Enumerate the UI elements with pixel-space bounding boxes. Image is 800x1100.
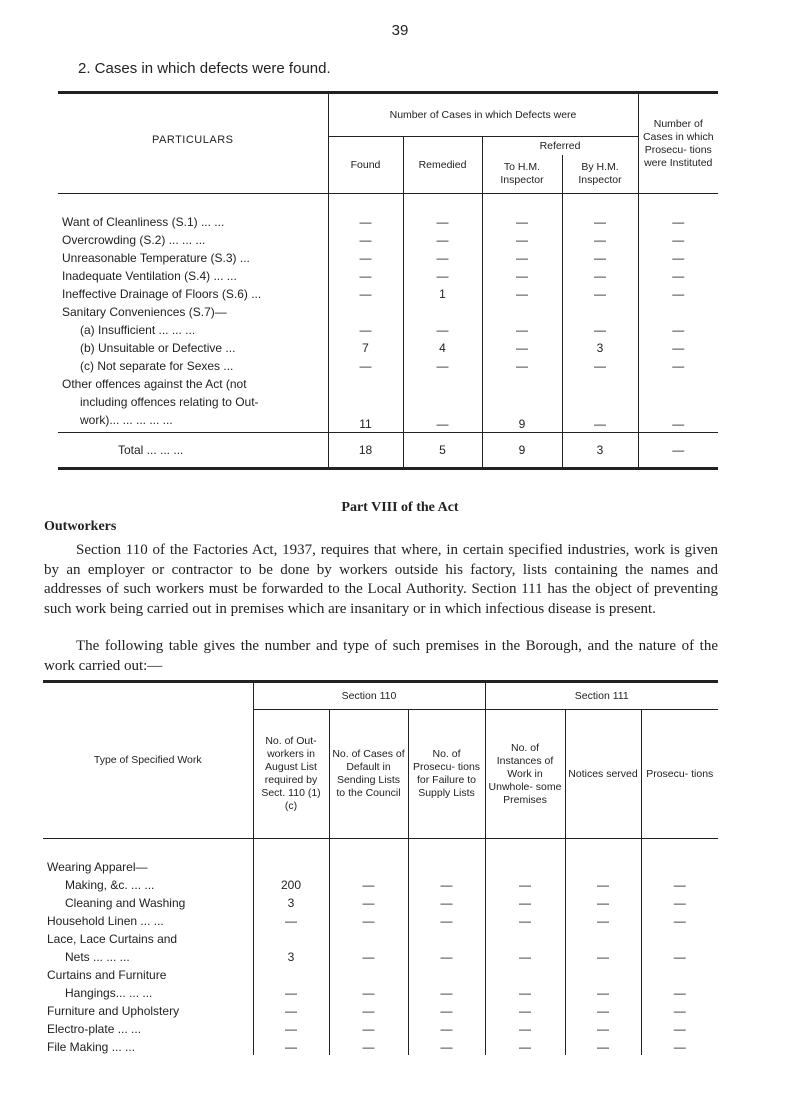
cell-value: — [485, 1001, 565, 1019]
cell-value: 200 [253, 875, 329, 893]
table-row [43, 1037, 718, 1055]
table-row [58, 392, 718, 410]
cell-by-hm: — [562, 212, 638, 230]
cell-value: — [485, 947, 565, 965]
cell-by-hm: — [562, 410, 638, 433]
total-by-hm: 3 [562, 433, 638, 469]
cell-prosecutions: — [638, 284, 718, 302]
cell-remedied: — [403, 410, 482, 433]
cell-prosecutions: — [638, 248, 718, 266]
cell-value: — [408, 1037, 485, 1055]
table-row [43, 1001, 718, 1019]
row-label: Inadequate Ventilation (S.4) ... ... [62, 269, 237, 283]
cell-value: — [565, 1001, 641, 1019]
cell-by-hm: — [562, 248, 638, 266]
cell-value: — [253, 1019, 329, 1037]
cell-to-hm: — [482, 356, 562, 374]
header-unwholesome-instances: No. of Instances of Work in Unwhole- some Premises [485, 710, 565, 839]
row-label: (b) Unsuitable or Defective ... [80, 341, 236, 355]
cell-value: — [329, 1037, 408, 1055]
row-label: Cleaning and Washing [65, 896, 186, 910]
total-found: 18 [328, 433, 403, 469]
header-failure-prosecutions: No. of Prosecu- tions for Failure to Supply Lists [408, 710, 485, 839]
header-type-of-work: Type of Specified Work [43, 682, 253, 839]
row-label: Wearing Apparel— [47, 860, 148, 874]
cell-by-hm: — [562, 320, 638, 338]
cell-value: — [565, 947, 641, 965]
table-row [43, 875, 718, 893]
cell-prosecutions: — [638, 410, 718, 433]
table-row [58, 230, 718, 248]
cell-value: — [485, 1019, 565, 1037]
header-remedied: Remedied [403, 137, 482, 194]
header-referred: Referred [482, 137, 638, 156]
header-found: Found [328, 137, 403, 194]
cell-to-hm: — [482, 320, 562, 338]
row-label: Hangings... ... ... [65, 986, 153, 1000]
cell-value: — [329, 1001, 408, 1019]
table-row [43, 893, 718, 911]
cell-value: — [565, 1037, 641, 1055]
cell-by-hm: — [562, 284, 638, 302]
header-prosecutions: Prosecu- tions [641, 710, 718, 839]
row-label: Want of Cleanliness (S.1) ... ... [62, 215, 225, 229]
cell-found: 11 [328, 410, 403, 433]
row-label: Other offences against the Act (not [62, 377, 247, 391]
cell-value: — [485, 911, 565, 929]
cell-by-hm: — [562, 266, 638, 284]
cell-to-hm: — [482, 338, 562, 356]
cell-remedied: — [403, 266, 482, 284]
row-label: (a) Insufficient ... ... ... [80, 323, 196, 337]
cell-prosecutions: — [638, 230, 718, 248]
cell-prosecutions: — [638, 356, 718, 374]
cell-value: — [329, 1019, 408, 1037]
table-row [58, 248, 718, 266]
outworkers-heading: Outworkers [44, 519, 117, 534]
row-label: File Making ... ... [47, 1040, 136, 1054]
cell-value: — [329, 983, 408, 1001]
row-label: Unreasonable Temperature (S.3) ... [62, 251, 250, 265]
cell-value: — [641, 947, 718, 965]
row-label: Lace, Lace Curtains and [47, 932, 178, 946]
row-label: Overcrowding (S.2) ... ... ... [62, 233, 206, 247]
cell-value: — [641, 911, 718, 929]
cell-value: — [408, 911, 485, 929]
paragraph-following-table: The following table gives the number and type of such premises in the Borough, and the nature of the work carried out:— [44, 638, 718, 674]
cell-value: — [641, 875, 718, 893]
cell-prosecutions: — [638, 266, 718, 284]
row-label: Nets ... ... ... [65, 950, 130, 964]
row-label: Sanitary Conveniences (S.7)— [62, 305, 227, 319]
table-row [58, 410, 718, 433]
cell-prosecutions: — [638, 320, 718, 338]
cell-remedied: — [403, 230, 482, 248]
table-row [58, 356, 718, 374]
table-row [43, 911, 718, 929]
cell-value: — [641, 983, 718, 1001]
cell-value: — [329, 875, 408, 893]
cell-remedied: — [403, 320, 482, 338]
header-notices-served: Notices served [565, 710, 641, 839]
cell-found: — [328, 266, 403, 284]
page-number: 39 [391, 22, 409, 39]
header-by-hm-inspector: By H.M. Inspector [562, 155, 638, 194]
table-row [58, 266, 718, 284]
row-label: work)... ... ... ... ... [80, 413, 173, 427]
total-to-hm: 9 [482, 433, 562, 469]
row-label: including offences relating to Out- [80, 395, 259, 409]
header-section-111: Section 111 [485, 682, 718, 710]
cell-value: — [565, 983, 641, 1001]
cell-remedied: — [403, 248, 482, 266]
defects-table [58, 91, 718, 470]
total-label: Total ... ... ... [58, 433, 328, 469]
row-label: (c) Not separate for Sexes ... [80, 359, 234, 373]
cell-found: — [328, 356, 403, 374]
cell-value: — [329, 911, 408, 929]
cell-found: 7 [328, 338, 403, 356]
cell-value: — [485, 983, 565, 1001]
table-row [58, 374, 718, 392]
cell-value: — [408, 947, 485, 965]
table-row [43, 929, 718, 947]
cell-value: — [565, 1019, 641, 1037]
row-label: Ineffective Drainage of Floors (S.6) ... [62, 287, 262, 301]
cell-value: — [329, 893, 408, 911]
header-number-of-cases: Number of Cases in which Defects were [328, 93, 638, 137]
table-row [58, 284, 718, 302]
cell-found: — [328, 284, 403, 302]
cell-prosecutions: — [638, 212, 718, 230]
cell-value: — [565, 875, 641, 893]
cell-value: — [408, 893, 485, 911]
paragraph-section-110: Section 110 of the Factories Act, 1937, requires that where, in certain specified industries, work is given by an employer or contractor to be done by workers outside his factory, lists containing the names and addresses of such workers must be forwarded to the Local Authority. Section 111 has the object of preventing such work being carried out in premises which are insanitary or in which infectious disease is present. [44, 542, 718, 617]
cell-value: — [641, 893, 718, 911]
cell-prosecutions: — [638, 338, 718, 356]
cell-value: — [485, 1037, 565, 1055]
part-title: Part VIII of the Act [341, 500, 459, 515]
cell-value: — [253, 983, 329, 1001]
cell-value: — [565, 911, 641, 929]
cell-value: — [485, 875, 565, 893]
header-particulars: PARTICULARS [58, 93, 328, 194]
cell-value: 3 [253, 893, 329, 911]
outworkers-table [43, 680, 718, 1055]
header-prosecutions: Number of Cases in which Prosecu- tions were Instituted [638, 93, 718, 194]
cell-value: — [408, 875, 485, 893]
cell-remedied: 1 [403, 284, 482, 302]
cell-to-hm: — [482, 284, 562, 302]
header-section-110: Section 110 [253, 682, 485, 710]
cell-value: — [253, 911, 329, 929]
table-row [43, 965, 718, 983]
table-row [58, 212, 718, 230]
cell-to-hm: 9 [482, 410, 562, 433]
cell-value: — [253, 1001, 329, 1019]
table-row [43, 857, 718, 875]
cell-value: — [329, 947, 408, 965]
row-label: Furniture and Upholstery [47, 1004, 180, 1018]
cell-value: — [565, 893, 641, 911]
total-row [58, 433, 718, 469]
cell-to-hm: — [482, 248, 562, 266]
table-row [43, 947, 718, 965]
cell-remedied: — [403, 356, 482, 374]
cell-value: — [641, 1001, 718, 1019]
cell-found: — [328, 230, 403, 248]
table-row [58, 320, 718, 338]
cell-value: — [485, 893, 565, 911]
row-label: Electro-plate ... ... [47, 1022, 142, 1036]
table-row [58, 338, 718, 356]
header-to-hm-inspector: To H.M. Inspector [482, 155, 562, 194]
row-label: Making, &c. ... ... [65, 878, 155, 892]
cell-value: — [253, 1037, 329, 1055]
cell-by-hm: — [562, 230, 638, 248]
cell-value: — [641, 1019, 718, 1037]
cell-by-hm: 3 [562, 338, 638, 356]
cell-value: — [408, 1019, 485, 1037]
cell-found: — [328, 248, 403, 266]
cell-value: — [408, 1001, 485, 1019]
cell-value: — [641, 1037, 718, 1055]
cell-found: — [328, 212, 403, 230]
section-heading: 2. Cases in which defects were found. [78, 60, 331, 77]
table-row [43, 1019, 718, 1037]
cell-to-hm: — [482, 230, 562, 248]
header-default-cases: No. of Cases of Default in Sending Lists to the Council [329, 710, 408, 839]
header-outworkers-count: No. of Out- workers in August List required by Sect. 110 (1) (c) [253, 710, 329, 839]
row-label: Household Linen ... ... [47, 914, 164, 928]
cell-to-hm: — [482, 212, 562, 230]
cell-remedied: — [403, 212, 482, 230]
cell-value: — [408, 983, 485, 1001]
cell-found: — [328, 320, 403, 338]
table-row [43, 983, 718, 1001]
cell-remedied: 4 [403, 338, 482, 356]
row-label: Curtains and Furniture [47, 968, 167, 982]
cell-value: 3 [253, 947, 329, 965]
total-remedied: 5 [403, 433, 482, 469]
total-prosecutions: — [638, 433, 718, 469]
table-row [58, 302, 718, 320]
cell-by-hm: — [562, 356, 638, 374]
cell-to-hm: — [482, 266, 562, 284]
